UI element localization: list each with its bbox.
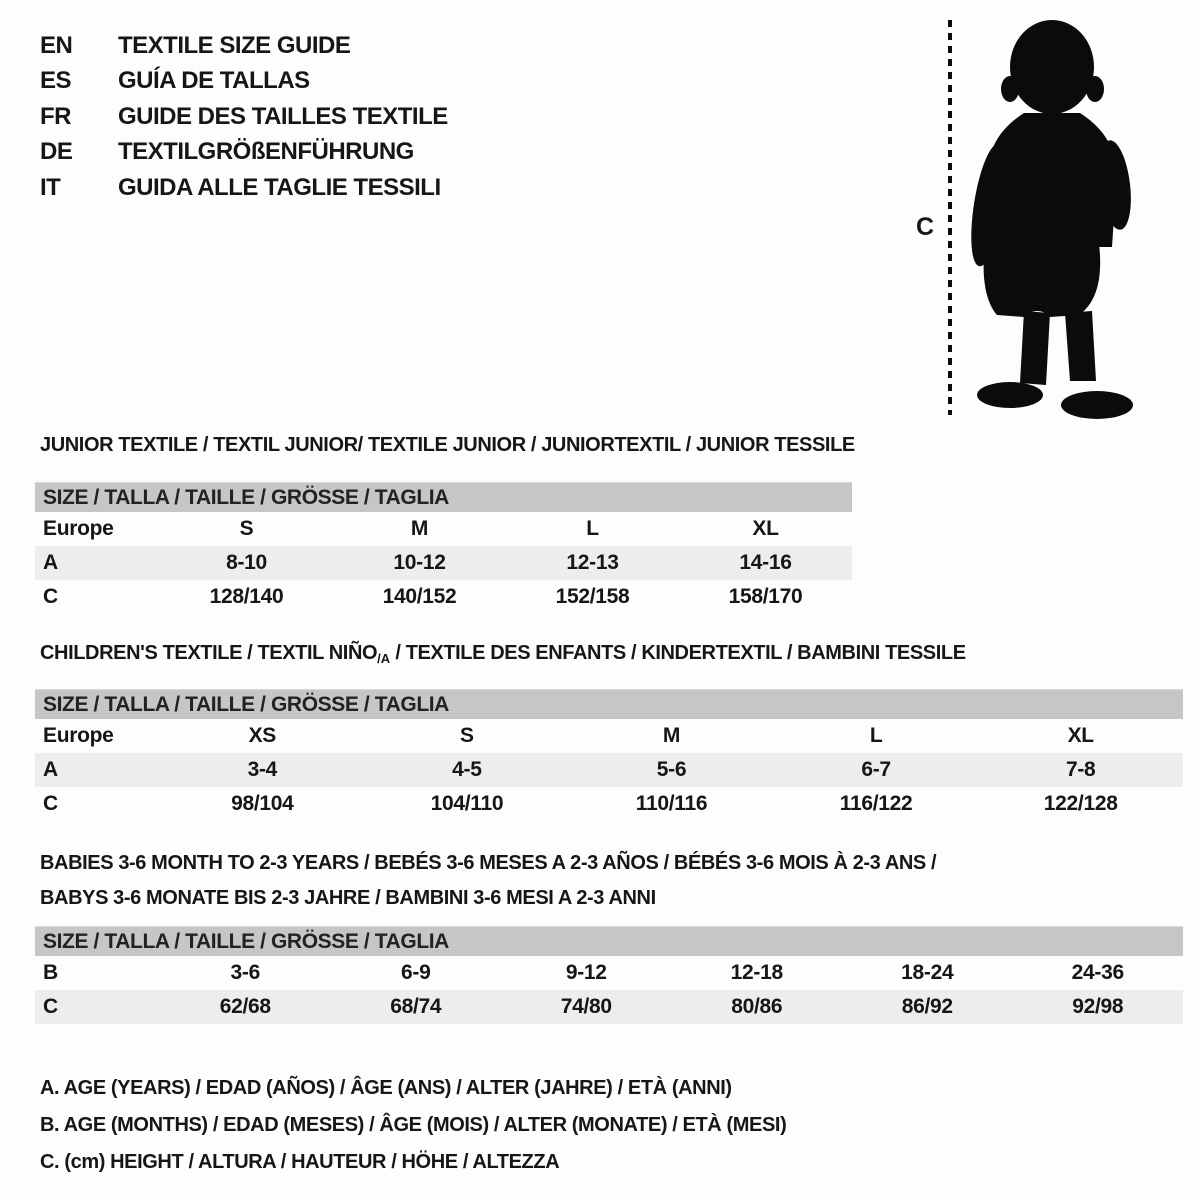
- lang-title: TEXTILE SIZE GUIDE: [118, 31, 351, 59]
- table-row: [35, 719, 1183, 753]
- babies-size-table: [35, 926, 1183, 1024]
- table-cell: S: [239, 517, 254, 540]
- table-row: [35, 787, 1183, 821]
- children-title-pre: CHILDREN'S TEXTILE / TEXTIL NIÑO: [40, 642, 378, 664]
- table-cell: 9-12: [565, 961, 607, 984]
- table-cell: 68/74: [390, 995, 442, 1018]
- table-row: [35, 990, 1183, 1024]
- lang-title: GUIDA ALLE TAGLIE TESSILI: [118, 173, 441, 201]
- row-label: Europe: [43, 724, 114, 747]
- table-cell: L: [869, 724, 883, 747]
- table-cell: 5-6: [656, 758, 687, 781]
- children-size-table: [35, 689, 1183, 821]
- language-title-list: [40, 28, 448, 206]
- legend-line-a: A. AGE (YEARS) / EDAD (AÑOS) / ÂGE (ANS) / ALTER (JAHRE) / ETÀ (ANNI): [40, 1077, 732, 1099]
- baby-silhouette-icon: [912, 15, 1140, 420]
- table-cell: 116/122: [839, 792, 913, 815]
- table-cell: 152/158: [555, 585, 630, 608]
- children-section-title: [40, 642, 966, 666]
- table-cell: 4-5: [452, 758, 482, 781]
- lang-title: GUÍA DE TALLAS: [118, 67, 310, 95]
- lang-code: FR: [40, 102, 71, 130]
- table-cell: 110/116: [635, 792, 708, 815]
- table-cell: 86/92: [901, 995, 953, 1018]
- legend-line-c: C. (cm) HEIGHT / ALTURA / HAUTEUR / HÖHE / ALTEZZA: [40, 1151, 560, 1173]
- junior-size-table: [35, 482, 852, 614]
- row-label: A: [43, 758, 58, 781]
- table-cell: 3-4: [247, 758, 278, 781]
- table-cell: XL: [1067, 724, 1094, 747]
- lang-title: TEXTILGRÖßENFÜHRUNG: [118, 138, 414, 166]
- children-title-sub: /A: [377, 651, 391, 666]
- table-cell: 122/128: [1043, 792, 1118, 815]
- babies-section-title: [40, 846, 936, 916]
- table-cell: 10-12: [393, 551, 446, 574]
- size-header-bar: SIZE / TALLA / TAILLE / GRÖSSE / TAGLIA: [35, 926, 1183, 956]
- table-cell: 7-8: [1065, 758, 1096, 781]
- table-cell: XL: [752, 517, 779, 540]
- table-row: [35, 753, 1183, 787]
- row-label: C: [43, 585, 58, 608]
- table-cell: 104/110: [430, 792, 504, 815]
- lang-row-en: [40, 28, 448, 64]
- table-row: [35, 956, 1183, 990]
- height-dimension-label: C: [916, 213, 935, 241]
- table-cell: 128/140: [209, 585, 284, 608]
- row-label: A: [43, 551, 58, 574]
- table-cell: 24-36: [1071, 961, 1124, 984]
- table-cell: 18-24: [901, 961, 954, 984]
- table-cell: 62/68: [219, 995, 271, 1018]
- lang-row-de: [40, 135, 448, 171]
- table-cell: 6-9: [401, 961, 431, 984]
- lang-code: EN: [40, 31, 73, 59]
- table-cell: 80/86: [731, 995, 783, 1018]
- table-cell: M: [662, 724, 681, 747]
- baby-silhouette-shape: [964, 20, 1135, 419]
- lang-code: DE: [40, 138, 73, 166]
- table-cell: 8-10: [226, 551, 267, 574]
- dimension-legend: [40, 1070, 786, 1181]
- lang-code: ES: [40, 67, 72, 95]
- table-cell: S: [460, 724, 474, 747]
- row-label: C: [43, 792, 58, 815]
- table-cell: 158/170: [728, 585, 803, 608]
- table-cell: 14-16: [739, 551, 792, 574]
- table-cell: 6-7: [861, 758, 891, 781]
- row-label: C: [43, 995, 58, 1018]
- babies-title-line1: BABIES 3-6 MONTH TO 2-3 YEARS / BEBÉS 3-6 MESES A 2-3 AÑOS / BÉBÉS 3-6 MOIS À 2-3 ANS /: [40, 852, 937, 874]
- row-label: Europe: [43, 517, 114, 540]
- babies-title-line2: BABYS 3-6 MONATE BIS 2-3 JAHRE / BAMBINI 3-6 MESI A 2-3 ANNI: [40, 887, 656, 909]
- table-row: [35, 512, 852, 546]
- table-cell: 98/104: [231, 792, 294, 815]
- table-cell: 74/80: [560, 995, 612, 1018]
- table-cell: 140/152: [382, 585, 457, 608]
- table-row: [35, 546, 852, 580]
- table-row: [35, 580, 852, 614]
- row-label: B: [43, 961, 58, 984]
- lang-title: GUIDE DES TAILLES TEXTILE: [118, 102, 448, 130]
- lang-code: IT: [40, 173, 61, 201]
- table-cell: 3-6: [230, 961, 260, 984]
- table-cell: 12-13: [566, 551, 619, 574]
- table-cell: 92/98: [1072, 995, 1124, 1018]
- lang-row-it: [40, 170, 448, 206]
- size-header-bar: SIZE / TALLA / TAILLE / GRÖSSE / TAGLIA: [35, 689, 1183, 719]
- children-title-post: / TEXTILE DES ENFANTS / KINDERTEXTIL / BAMBINI TESSILE: [390, 642, 966, 664]
- size-header-bar: SIZE / TALLA / TAILLE / GRÖSSE / TAGLIA: [35, 482, 852, 512]
- lang-row-fr: [40, 99, 448, 135]
- legend-line-b: B. AGE (MONTHS) / EDAD (MESES) / ÂGE (MOIS) / ALTER (MONATE) / ETÀ (MESI): [40, 1114, 787, 1136]
- table-cell: XS: [248, 724, 276, 747]
- table-cell: 12-18: [730, 961, 783, 984]
- junior-section-title: JUNIOR TEXTILE / TEXTIL JUNIOR/ TEXTILE JUNIOR / JUNIORTEXTIL / JUNIOR TESSILE: [40, 434, 855, 456]
- table-cell: L: [586, 517, 599, 540]
- table-cell: M: [410, 517, 429, 540]
- lang-row-es: [40, 64, 448, 100]
